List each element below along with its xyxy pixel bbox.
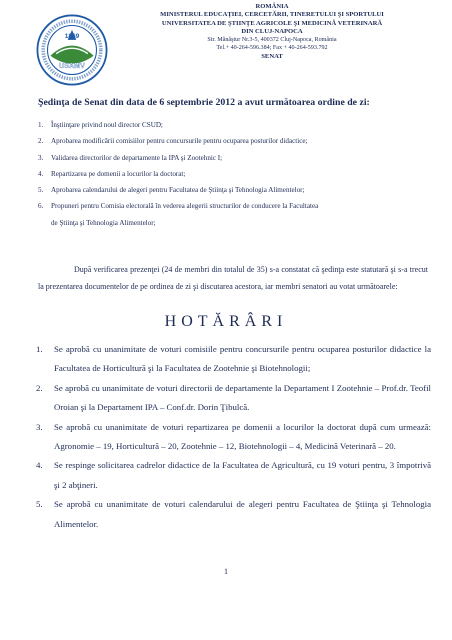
decision-item: 4. Se respinge solicitarea cadrelor didactice de la Facultatea de Agricultură, cu 19 voturi pentru, 3 împotrivă şi 2 abţineri. — [36, 460, 431, 490]
decision-item: 2. Se aprobă cu unanimitate de voturi directorii de departamente la Departament I Zootehnie – Prof.dr. Teofil Oroian şi la Departament IPA – Conf.dr. Dorin Ţibulcă. — [36, 382, 431, 413]
page-number: 1 — [224, 567, 228, 576]
decision-item: 5. Se aprobă cu unanimitate de voturi calendarului de alegeri pentru Facultatea de Ştiinţa şi Tehnologia Alimentelor. — [36, 499, 431, 529]
logo-year: 1869 — [64, 32, 80, 40]
agenda-item: 5. Aprobarea calendarului de alegeri pentru Facultatea de Ştiinţa şi Tehnologia Alimentelor; — [38, 186, 305, 195]
agenda-item: 2. Aprobarea modificării comisiilor pentru concursurile pentru ocuparea posturilor didactice; — [38, 137, 308, 146]
agenda-list — [38, 117, 438, 231]
header-address: Str. Mănăştur Nr.3-5, 400372 Cluj-Napoca, România — [207, 37, 337, 44]
decision-item: 3. Se aprobă cu unanimitate de voturi repartizarea pe domenii a locurilor la doctorat după cum urmează: Agronomie – 19, Horticultură – 20, Zootehnie – 12, Biotehnologii – 4, Medicină Veterinară – 20. — [36, 421, 431, 452]
decision-item: 1. Se aprobă cu unanimitate de voturi comisiile pentru concursurile pentru ocuparea posturilor didactice la Facultatea de Horticultură şi la Facultatea de Zootehnie şi Biotehnologii; — [36, 344, 431, 374]
agenda-item: 4. Repartizarea pe domenii a locurilor la doctorat; — [38, 169, 186, 178]
header-country: ROMÂNIA — [255, 3, 289, 10]
university-logo — [36, 14, 108, 86]
agenda-item: 1. Înştiinţare privind noul director CSUD; — [38, 121, 163, 129]
header-senat: SENAT — [261, 52, 283, 60]
agenda-item: 3. Validarea directorilor de departamente la IPA şi Zootehnic I; — [38, 153, 223, 162]
decisions-heading: HOTĂRÂRI — [164, 313, 288, 330]
header-ministry: MINISTERUL EDUCAŢIEI, CERCETĂRII, TINERETULUI ŞI SPORTULUI — [160, 11, 384, 19]
session-title: Şedinţa de Senat din data de 6 septembrie 2012 a avut următoarea ordine de zi: — [38, 97, 370, 108]
header-university: UNIVERSITATEA DE ŞTIINŢE AGRICOLE ŞI MEDICINĂ VETERINARĂ — [161, 19, 383, 27]
header-city: DIN CLUJ-NAPOCA — [241, 27, 303, 35]
letterhead — [112, 3, 432, 61]
header-phone: Tel.+ 40-264-596.384; Fax + 40-264-593.792 — [216, 45, 328, 52]
agenda-item: 6. Propuneri pentru Comisia electorală în vederea alegerii structurilor de conducere la Facultatea de Ştiinţa şi Tehnologia Alimentelor; — [38, 202, 319, 227]
attendance-paragraph: După verificarea prezenţei (24 de membri din totalul de 35) s-a constatat că şedinţa este statutară şi s-a trecut la prezentarea documentelor de pe ordinea de zi şi discutarea acestora, iar membri senatori au votat următoarele: — [38, 265, 428, 291]
logo-acronym: USAMV — [59, 61, 85, 70]
decisions-list — [36, 340, 431, 534]
